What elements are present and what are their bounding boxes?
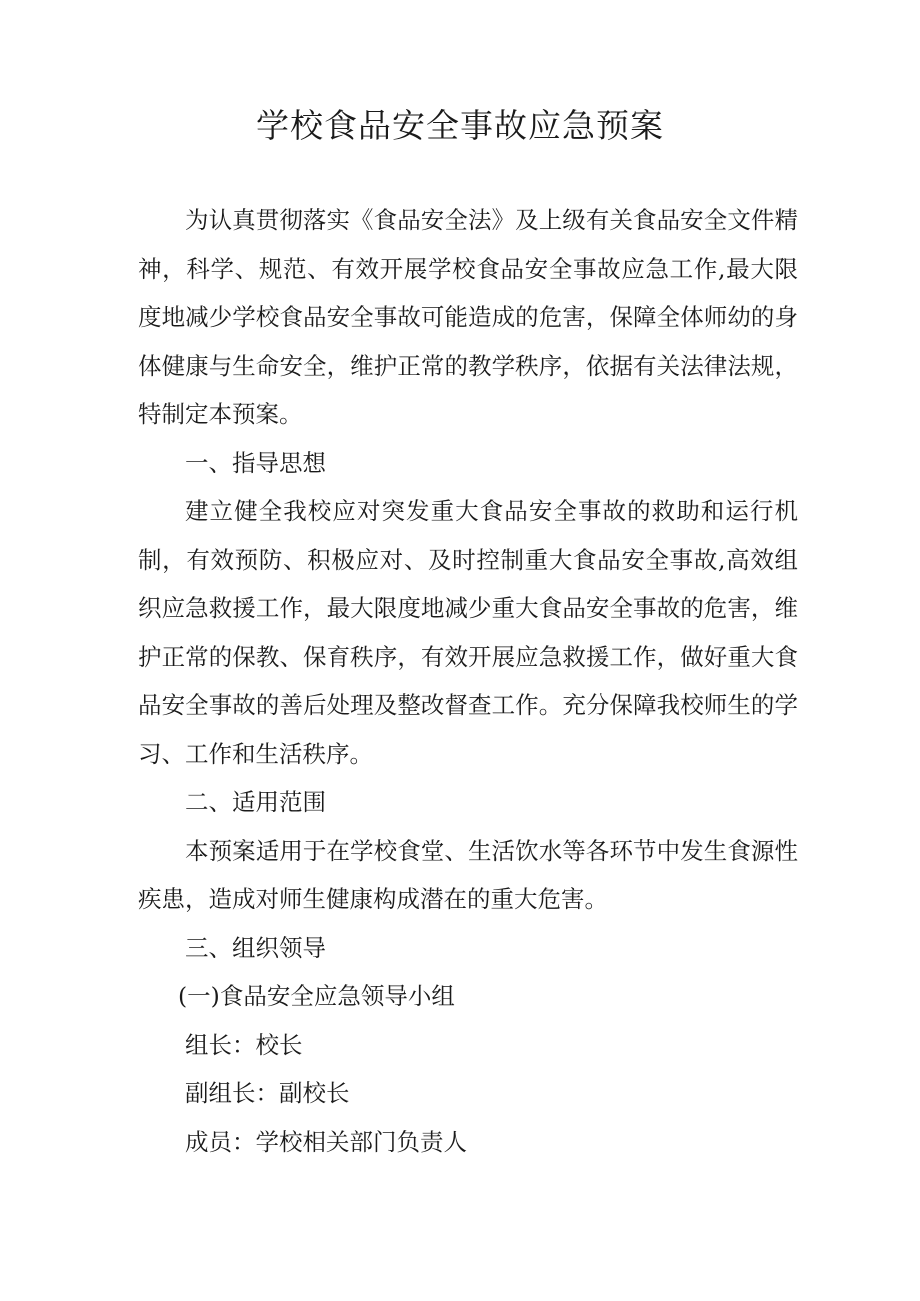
group-leader-line: 组长：校长 — [185, 1030, 303, 1059]
scope-paragraph: 本预案适用于在学校食堂、生活饮水等各环节中发生食源性疾患，造成对师生健康构成潜在的重大危害。 — [138, 836, 798, 913]
section-heading-organization: 三、组织领导 — [185, 933, 326, 962]
document-title: 学校食品安全事故应急预案 — [256, 106, 664, 145]
members-line: 成员：学校相关部门负责人 — [185, 1127, 467, 1156]
section-heading-scope: 二、适用范围 — [185, 788, 326, 816]
section-heading-guiding-ideology: 一、指导思想 — [185, 448, 326, 477]
intro-paragraph: 为认真贯彻落实《食品安全法》及上级有关食品安全文件精神，科学、规范、有效开展学校食品安全事故应急工作,最大限度地减少学校食品安全事故可能造成的危害，保障全体师幼的身体健康与生命安全，维护正常的教学秩序，依据有关法律法规，特制定本预案。 — [138, 206, 798, 428]
document-body — [138, 196, 798, 1166]
subsection-heading-leading-group: (一)食品安全应急领导小组 — [178, 982, 455, 1010]
deputy-leader-line: 副组长：副校长 — [185, 1079, 350, 1107]
guiding-ideology-paragraph: 建立健全我校应对突发重大食品安全事故的救助和运行机制，有效预防、积极应对、及时控制重大食品安全事故,高效组织应急救援工作，最大限度地减少重大食品安全事故的危害，维护正常的保教、保育秩序，有效开展应急救援工作，做好重大食品安全事故的善后处理及整改督查工作。充分保障我校师生的学习、工作和生活秩序。 — [138, 497, 798, 768]
